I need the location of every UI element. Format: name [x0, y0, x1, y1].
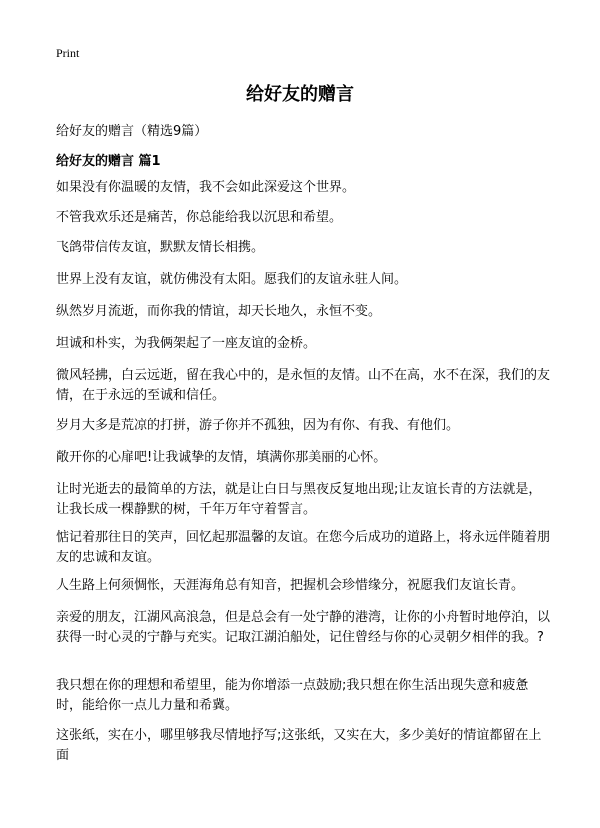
document-subtitle: 给好友的赠言（精选9篇） [56, 124, 208, 139]
page-title: 给好友的赠言 [246, 84, 354, 105]
paragraph: 微风轻拂，白云远逝，留在我心中的，是永恒的友情。山不在高，水不在深，我们的友情，在于永远的至诚和信任。 [56, 368, 551, 403]
paragraph: 敞开你的心扉吧!让我诚挚的友情，填满你那美丽的心怀。 [56, 450, 387, 465]
paragraph: 如果没有你温暖的友情，我不会如此深爱这个世界。 [56, 180, 356, 195]
paragraph: 让时光逝去的最简单的方法，就是让白日与黑夜反复地出现;让友谊长青的方法就是，让我长成一棵静默的树，千年万年守着誓言。 [56, 482, 542, 517]
paragraph: 这张纸，实在小，哪里够我尽情地抒写;这张纸，又实在大，多少美好的情谊都留在上面 [56, 728, 542, 763]
paragraph: 亲爱的朋友，江湖风高浪急，但是总会有一处宁静的港湾，让你的小舟暂时地停泊，以获得一时心灵的宁静与充实。记取江湖泊船处，记住曾经与你的心灵朝夕相伴的我。? [56, 610, 551, 645]
paragraph: 纵然岁月流逝，而你我的情谊，却天长地久，永恒不变。 [56, 304, 382, 319]
paragraph: 世界上没有友谊，就仿佛没有太阳。愿我们的友谊永驻人间。 [56, 272, 408, 287]
paragraph: 飞鸽带信传友谊，默默友情长相携。 [56, 240, 265, 255]
paragraph: 不管我欢乐还是痛苦，你总能给我以沉思和希望。 [56, 210, 343, 225]
print-label: Print [56, 46, 80, 60]
paragraph: 岁月大多是荒凉的打拼，游子你并不孤独，因为有你、有我、有他们。 [56, 418, 460, 433]
section-heading: 给好友的赠言 篇1 [56, 154, 161, 169]
paragraph: 坦诚和朴实，为我俩架起了一座友谊的金桥。 [56, 336, 317, 351]
paragraph: 惦记着那往日的笑声，回忆起那温馨的友谊。在您今后成功的道路上，将永远伴随着朋友的忠诚和友谊。 [56, 530, 551, 565]
paragraph: 人生路上何须惆怅，天涯海角总有知音，把握机会珍惜缘分，祝愿我们友谊长青。 [56, 578, 525, 593]
paragraph: 我只想在你的理想和希望里，能为你增添一点鼓励;我只想在你生活出现失意和疲惫时，能给你一点儿力量和希冀。 [56, 678, 529, 713]
